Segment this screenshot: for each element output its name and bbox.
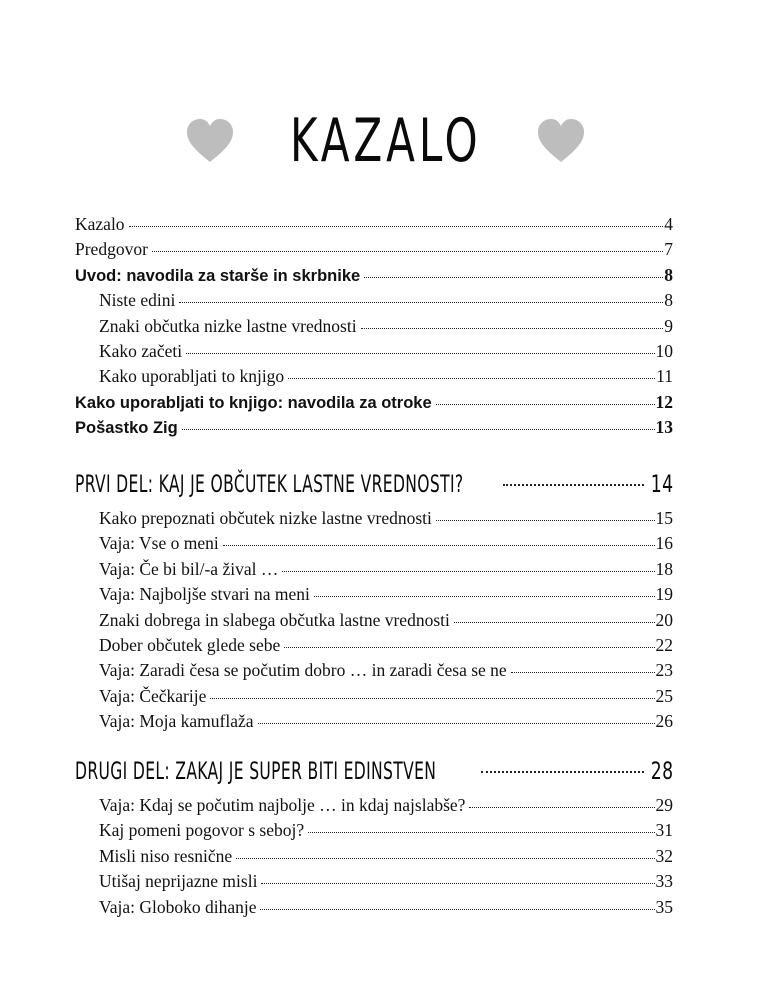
toc-entry[interactable] [75, 339, 673, 364]
dot-leader [261, 882, 654, 884]
toc-entry-label: Znaki dobrega in slabega občutka lastne vrednosti [99, 609, 450, 630]
toc-entry-page: 9 [664, 315, 673, 336]
toc-entry-label: Dober občutek glede sebe [99, 634, 281, 655]
toc-section-1 [75, 466, 673, 735]
dot-leader [210, 697, 654, 699]
dot-leader [284, 646, 654, 648]
toc-entry[interactable] [75, 869, 673, 894]
toc-entry-page: 31 [655, 820, 673, 841]
toc-entry-page: 20 [655, 609, 673, 630]
dot-leader [182, 428, 655, 430]
toc-entry-label: Predgovor [75, 239, 148, 260]
dot-leader [179, 301, 663, 303]
toc-entry[interactable] [75, 506, 673, 531]
dot-leader [364, 276, 663, 278]
toc-entry[interactable] [75, 531, 673, 556]
toc-entry[interactable] [75, 684, 673, 709]
toc-entry-label: Znaki občutka nizke lastne vrednosti [99, 315, 357, 336]
toc-entry-page: 15 [655, 508, 673, 528]
toc-entry[interactable] [75, 793, 673, 818]
dot-leader [288, 377, 655, 379]
toc-entry[interactable] [75, 288, 673, 313]
dot-leader [314, 595, 655, 597]
page-title: KAZALO [289, 106, 482, 176]
dot-leader [129, 225, 664, 227]
toc-entry[interactable] [75, 212, 673, 237]
dot-leader [454, 621, 655, 623]
toc-entry[interactable] [75, 844, 673, 869]
toc-entry-page: 4 [664, 214, 673, 234]
toc-entry-page: 18 [655, 558, 673, 579]
toc-entry-page: 19 [655, 584, 673, 605]
toc-intro [75, 212, 673, 441]
toc-entry[interactable] [75, 557, 673, 582]
toc-entry-label: Vaja: Moja kamuflaža [99, 711, 254, 732]
toc-entry[interactable] [75, 582, 673, 607]
section-heading[interactable] [75, 753, 673, 789]
toc-entry[interactable] [75, 314, 673, 339]
toc-entry-page: 8 [664, 290, 673, 311]
toc-entry-label: Uvod: navodila za starše in skrbnike [75, 266, 361, 285]
title-block [0, 96, 771, 186]
toc-entry-label: Vaja: Če bi bil/-a žival … [99, 558, 279, 579]
dot-leader [186, 352, 654, 354]
toc-entry-page: 22 [655, 634, 673, 655]
dot-leader [436, 519, 655, 521]
toc-entry-label: Niste edini [99, 290, 176, 311]
toc-entry-label: Kako uporabljati to knjigo: navodila za otroke [75, 393, 432, 412]
toc-entry-label: Kaj pomeni pogovor s seboj? [99, 820, 305, 841]
dot-leader [236, 857, 654, 859]
toc-entry[interactable] [75, 364, 673, 389]
toc-entry-label: Kako začeti [99, 340, 183, 361]
toc-entry-page: 8 [664, 264, 673, 285]
toc-entry[interactable] [75, 633, 673, 658]
toc-entry[interactable] [75, 709, 673, 734]
dot-leader [308, 831, 654, 833]
toc-section-2 [75, 753, 673, 920]
dot-leader [258, 722, 655, 724]
dot-leader [481, 770, 644, 773]
toc-entry-label: Vaja: Globoko dihanje [99, 896, 257, 917]
toc-entry[interactable] [75, 818, 673, 843]
toc-entry-label: Pošastko Zig [75, 419, 178, 438]
toc-entry[interactable] [75, 608, 673, 633]
section-heading-page: 28 [650, 757, 673, 785]
toc-entry[interactable] [75, 895, 673, 920]
toc-entry-page: 23 [655, 660, 673, 681]
dot-leader [361, 327, 664, 329]
dot-leader [260, 908, 654, 910]
toc-entry-label: Kako prepoznati občutek nizke lastne vrednosti [99, 508, 432, 528]
toc-entry-page: 35 [655, 896, 673, 917]
toc-entry-label: Utišaj neprijazne misli [99, 871, 258, 892]
toc-entry[interactable] [75, 658, 673, 683]
toc-entry-label: Kazalo [75, 214, 125, 234]
toc-entry-label: Vaja: Kdaj se počutim najbolje … in kdaj najslabše? [99, 795, 466, 815]
toc-entry[interactable] [75, 390, 673, 415]
toc-entry-page: 29 [655, 795, 673, 815]
toc-entry-page: 32 [655, 845, 673, 866]
toc-entry-page: 12 [655, 391, 673, 412]
dot-leader [436, 403, 655, 405]
toc-entry-label: Vaja: Čečkarije [99, 685, 207, 706]
toc-entry-label: Vaja: Zaradi česa se počutim dobro … in zaradi česa se ne [99, 660, 507, 681]
toc-entry-label: Kako uporabljati to knjigo [99, 366, 285, 387]
toc-entry[interactable] [75, 263, 673, 288]
toc-entry-page: 11 [656, 366, 673, 387]
toc-entry-page: 7 [664, 239, 673, 260]
toc-entry-page: 10 [655, 340, 673, 361]
dot-leader [511, 671, 655, 673]
heart-icon-left [185, 118, 235, 164]
toc-entry-page: 25 [655, 685, 673, 706]
toc-entry-page: 16 [655, 533, 673, 554]
section-heading[interactable] [75, 466, 673, 502]
toc-entry-label: Vaja: Najboljše stvari na meni [99, 584, 310, 605]
toc-entry-page: 13 [655, 417, 673, 438]
dot-leader [282, 570, 654, 572]
dot-leader [223, 544, 655, 546]
section-heading-page: 14 [650, 470, 673, 498]
section-heading-label: PRVI DEL: KAJ JE OBČUTEK LASTNE VREDNOSTI? [75, 470, 464, 498]
dot-leader [503, 483, 644, 486]
toc-entry[interactable] [75, 237, 673, 262]
toc-entry[interactable] [75, 415, 673, 440]
toc-entry-page: 26 [655, 711, 673, 732]
dot-leader [152, 250, 663, 252]
toc-entry-page: 33 [655, 871, 673, 892]
toc-entry-label: Vaja: Vse o meni [99, 533, 219, 554]
heart-icon-right [536, 118, 586, 164]
toc-entry-label: Misli niso resnične [99, 845, 233, 866]
section-heading-label: DRUGI DEL: ZAKAJ JE SUPER BITI EDINSTVEN [75, 757, 437, 785]
dot-leader [469, 806, 654, 808]
